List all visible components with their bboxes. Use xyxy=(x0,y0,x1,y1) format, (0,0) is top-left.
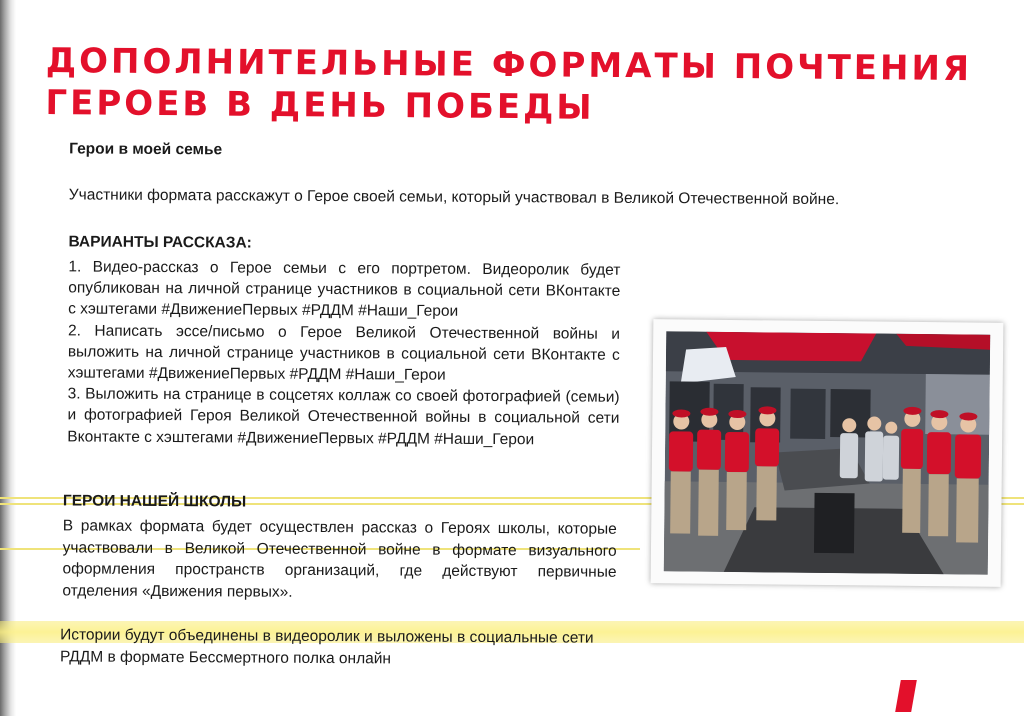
photo-frame xyxy=(651,319,1004,587)
section-heading-school: ГЕРОИ НАШЕЙ ШКОЛЫ xyxy=(62,492,247,511)
group-photo-memorial-hall xyxy=(664,331,990,574)
school-text: В рамках формата будет осуществлен рассказ о Героях школы, которые участвовали в Великой Отечественной войне в формате визуального оформления пространств организаций, где действуют первичные отделения «Движения первых». xyxy=(62,517,617,601)
variant-item: 2. Написать эссе/письмо о Герое Великой Отечественной войны и выложить на личной странице участников в социальной сети ВКонтакте с хэштегами #ДвижениеПервых #РДДМ #Наши_Герои xyxy=(67,322,621,384)
closing-text: Истории будут объединены в видеоролик и выложены в социальные сети РДДМ в формате Бессмертного полка онлайн xyxy=(59,626,594,667)
variant-item: 1. Видео-рассказ о Герое семьи с его портретом. Видеоролик будет опубликован на личной странице участников в социальной сети ВКонтакте с хэштегами #ДвижениеПервых #РДДМ #Наши_Герои xyxy=(68,258,621,321)
page-title: ДОПОЛНИТЕЛЬНЫЕ ФОРМАТЫ ПОЧТЕНИЯ ГЕРОЕВ В ДЕНЬ ПОБЕДЫ xyxy=(45,40,973,128)
variants-list xyxy=(67,256,620,450)
variant-item: 3. Выложить на странице в соцсетях коллаж со своей фотографией (семьи) и фотографией Героя Великой Отечественной войны в социальной сети Вконтакте с хэштегами #ДвижениеПервых #РДДМ #Наши_Герои xyxy=(67,385,620,448)
variants-heading: ВАРИАНТЫ РАССКАЗА: xyxy=(68,233,252,252)
section-heading-family: Герои в моей семье xyxy=(69,140,223,159)
intro-text: Участники формата расскажут о Герое своей семьи, который участвовал в Великой Отечественной войне. xyxy=(68,186,840,209)
